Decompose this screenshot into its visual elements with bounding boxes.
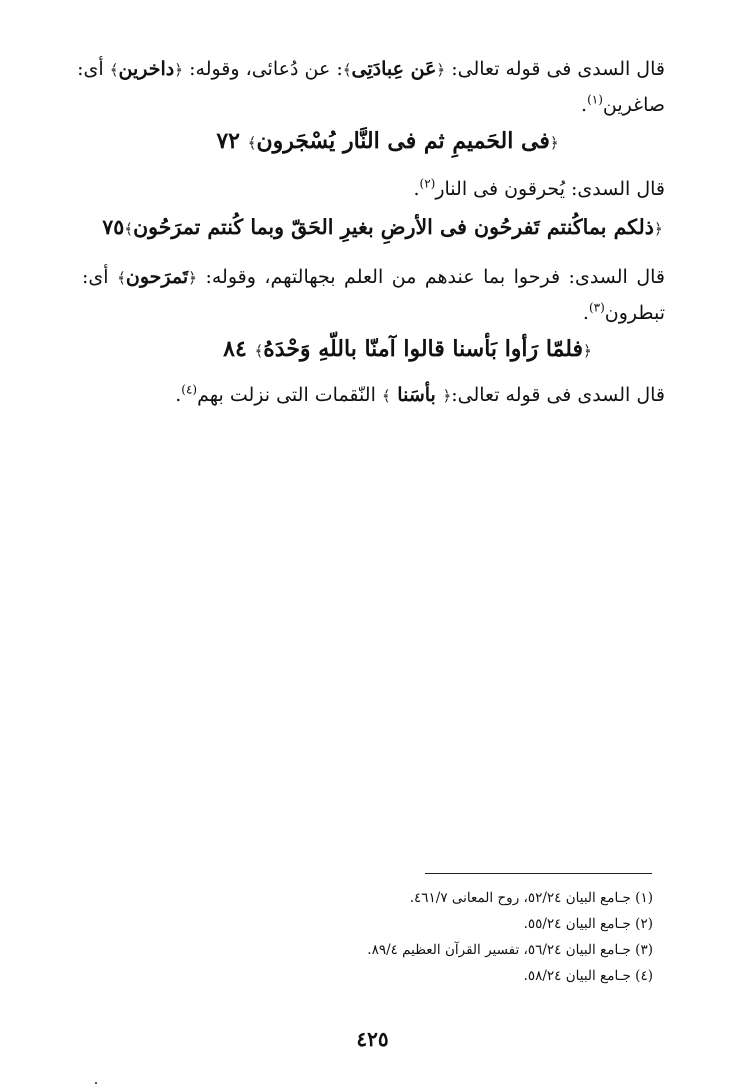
verse-number: ٨٤ xyxy=(223,336,247,362)
ornate-bracket-close: ﴾ xyxy=(117,269,126,287)
paragraph-3-word: تبطرون xyxy=(604,302,665,324)
paragraph-1-line-2 xyxy=(581,92,665,118)
ornate-bracket-open: ﴿ xyxy=(549,134,559,152)
paragraph-3-line-1 xyxy=(82,264,665,291)
period: . xyxy=(582,302,589,324)
ornate-bracket-open: ﴿ xyxy=(174,61,184,79)
footnote-ref-1[interactable]: (١) xyxy=(587,92,603,107)
ornate-bracket-open: ﴿ xyxy=(583,342,592,360)
paragraph-2-text: قال السدى: يُحرقون فى النار xyxy=(435,178,665,200)
paragraph-1-line-1 xyxy=(77,56,665,83)
paragraph-4-suffix: النّقمات التى نزلت بهم xyxy=(197,384,382,406)
footnote-ref-2[interactable]: (٢) xyxy=(419,176,436,191)
ornate-bracket-open: ﴿ xyxy=(653,220,663,238)
footnote-ref-4[interactable]: (٤) xyxy=(181,382,198,397)
ornate-bracket-close: ﴾ xyxy=(381,387,391,405)
page-number: ٤٢٥ xyxy=(356,1027,389,1051)
verse-text: فى الحَميمِ ثم فى النَّار يُسْجَرون xyxy=(256,128,550,154)
paragraph-2 xyxy=(413,176,665,202)
paragraph-3-prefix: قال السدى: فرحوا بما عندهم من العلم بجهالتهم، وقوله: xyxy=(196,266,666,288)
quranic-quote-3: تَمرَحون xyxy=(125,266,189,288)
verse-text: ذلكم بماكُنتم تَفرحُون فى الأرضِ بغيرِ الحَقّ وبما كُنتم تمرَحُون xyxy=(133,215,654,239)
verse-number: ٧٢ xyxy=(216,128,240,154)
paragraph-3-suffix: أى: xyxy=(82,266,118,288)
paragraph-1-word: صاغرين xyxy=(602,94,665,116)
paragraph-1-suffix: أى: xyxy=(77,58,110,80)
ornate-bracket-open: ﴿ xyxy=(436,61,446,79)
ornate-bracket-close: ﴾ xyxy=(247,134,257,152)
ornate-bracket-close: ﴾ xyxy=(109,61,119,79)
ornate-bracket-open: ﴿ xyxy=(442,387,452,405)
quranic-quote-1: عَن عِبادَتِى xyxy=(351,58,437,80)
verse-text: فلمّا رَأوا بَأسنا قالوا آمنّا باللّهِ وَحْدَهُ xyxy=(263,336,584,362)
footnote-1: (١) جـامع البيان ٥٢/٢٤، روح المعانى ٤٦١/٧. xyxy=(409,890,653,906)
paragraph-3-line-2 xyxy=(583,300,665,326)
ornate-bracket-close: ﴾ xyxy=(342,61,352,79)
verse-72 xyxy=(0,126,745,158)
quranic-quote-2: داخرين xyxy=(118,58,175,80)
verse-84 xyxy=(0,334,745,366)
footnote-3: (٣) جـامع البيان ٥٦/٢٤، تفسير القرآن العظيم ٨٩/٤. xyxy=(367,942,653,958)
period: . xyxy=(413,178,420,200)
paragraph-4-prefix: قال السدى فى قوله تعالى: xyxy=(451,384,665,406)
period: . xyxy=(175,384,182,406)
paragraph-1-middle: : عن دُعائى، وقوله: xyxy=(183,58,343,80)
footnote-ref-3[interactable]: (٣) xyxy=(588,300,605,315)
ornate-bracket-open: ﴿ xyxy=(188,269,197,287)
period: . xyxy=(581,94,588,116)
ornate-bracket-close: ﴾ xyxy=(254,342,264,360)
ornate-bracket-close: ﴾ xyxy=(124,220,134,238)
scan-speck xyxy=(95,1082,97,1084)
paragraph-1-prefix: قال السدى فى قوله تعالى: xyxy=(445,58,665,80)
verse-75 xyxy=(0,212,745,244)
verse-number: ٧٥ xyxy=(102,215,125,239)
footnote-separator xyxy=(425,873,652,874)
quranic-quote-4: بأسَنا xyxy=(390,384,443,406)
footnote-4: (٤) جـامع البيان ٥٨/٢٤. xyxy=(523,968,653,984)
footnote-2: (٢) جـامع البيان ٥٥/٢٤. xyxy=(523,916,653,932)
paragraph-4 xyxy=(175,382,665,409)
